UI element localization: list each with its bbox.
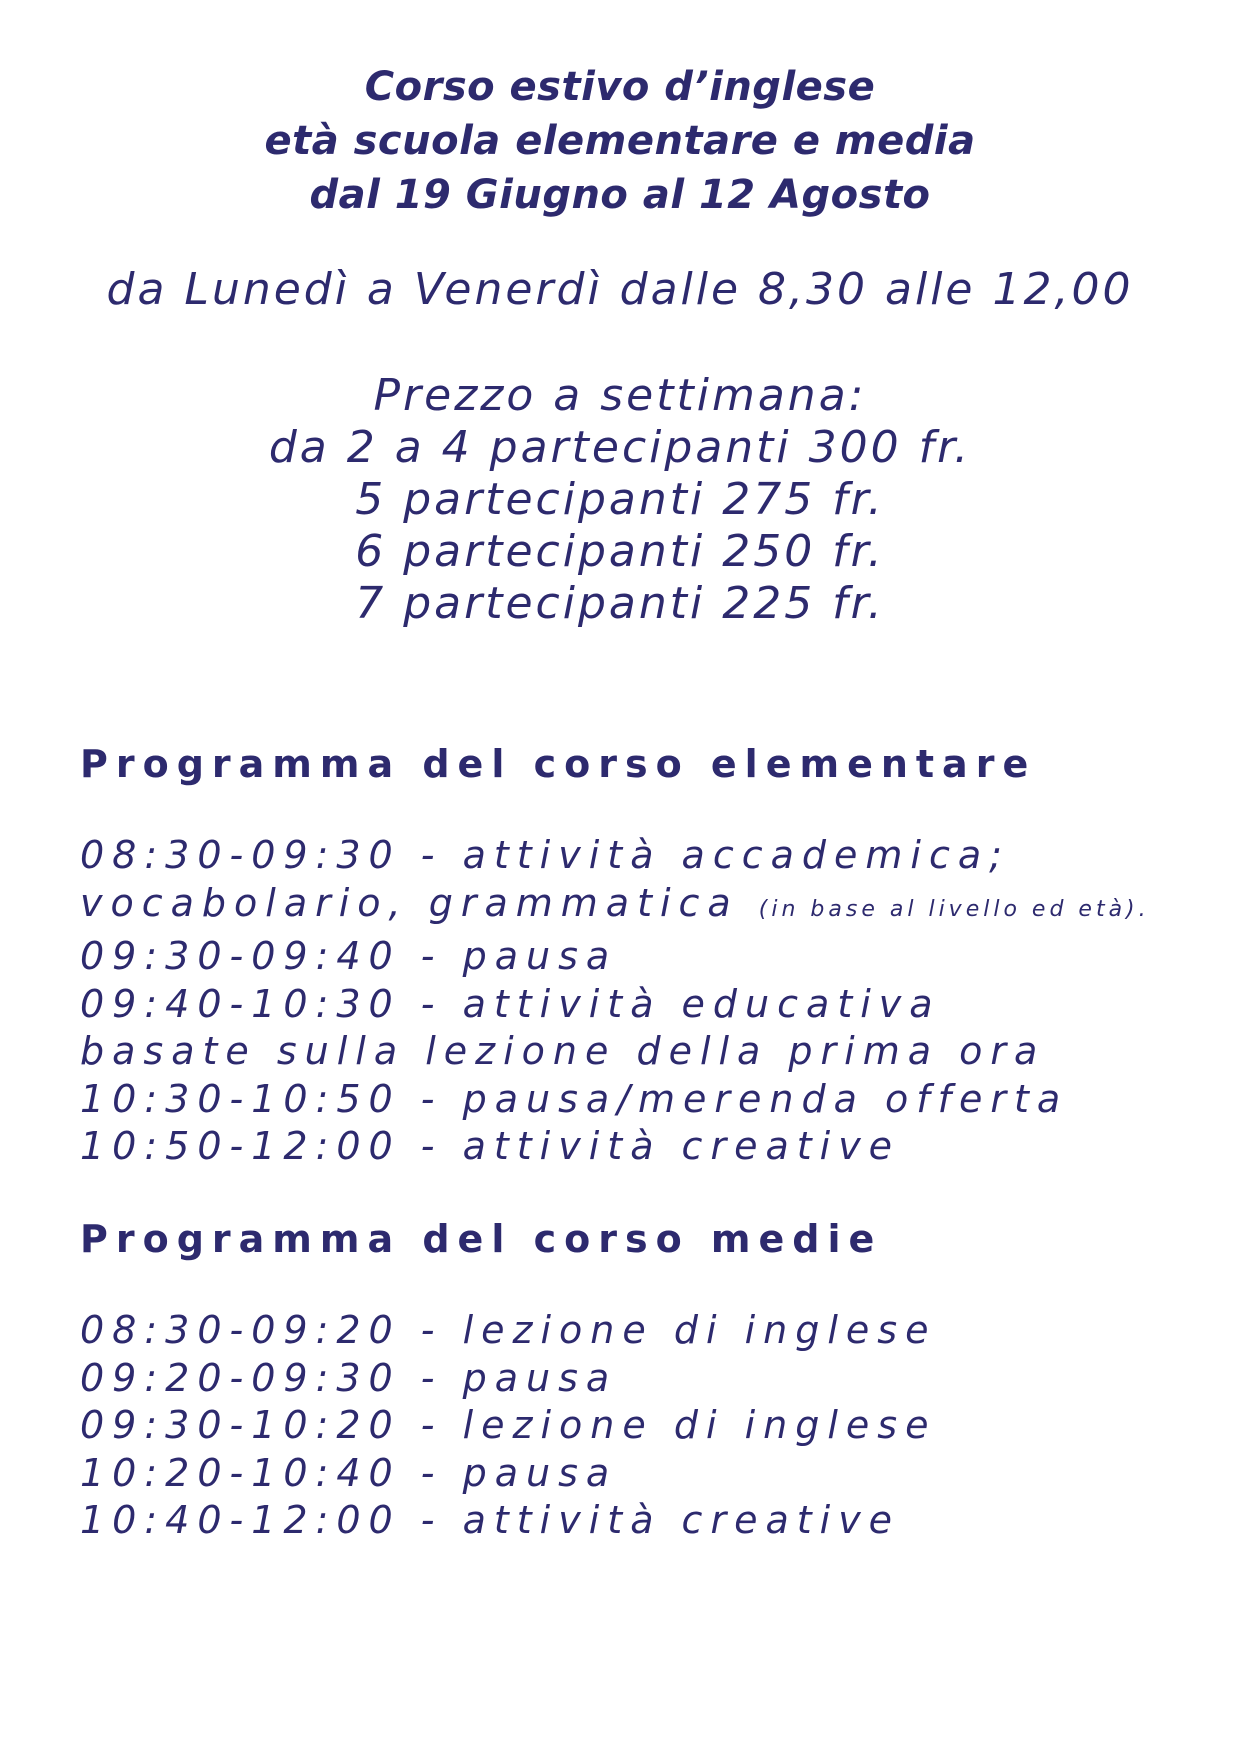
course-age-range: età scuola elementare e media: [264, 118, 976, 164]
program-elementare-title: Programma del corso elementare: [80, 742, 1037, 786]
program-row: 10:50-12:00 - attività creative: [80, 1124, 901, 1168]
price-item: 7 partecipanti 225 fr.: [355, 578, 885, 629]
course-title: Corso estivo d’inglese: [364, 64, 876, 110]
flyer-header: [0, 60, 1240, 222]
program-row: 09:30-10:20 - lezione di inglese: [80, 1403, 937, 1447]
price-item: da 2 a 4 partecipanti 300 fr.: [268, 422, 972, 473]
program-note: (in base al livello ed età).: [758, 896, 1150, 922]
program-row: 09:20-09:30 - pausa: [80, 1355, 618, 1400]
price-list: [0, 370, 1240, 630]
program-medie-list: [80, 1307, 936, 1545]
program-medie-title: Programma del corso medie: [80, 1217, 883, 1261]
program-row: 09:40-10:30 - attività educativa: [80, 981, 941, 1026]
program-row: 10:40-12:00 - attività creative: [80, 1498, 901, 1542]
program-row: [80, 880, 1150, 934]
program-elementare-list: [80, 832, 1150, 1171]
price-item: 5 partecipanti 275 fr.: [355, 474, 885, 525]
program-row: 08:30-09:30 - attività accademica;: [80, 833, 1010, 877]
program-row: 10:20-10:40 - pausa: [80, 1450, 618, 1495]
course-dates: dal 19 Giugno al 12 Agosto: [309, 172, 931, 218]
program-row-text: vocabolario, grammatica: [80, 880, 739, 925]
program-row: 09:30-09:40 - pausa: [80, 934, 618, 978]
program-row: basate sulla lezione della prima ora: [80, 1029, 1046, 1073]
price-heading: Prezzo a settimana:: [373, 370, 867, 421]
program-row: 08:30-09:20 - lezione di inglese: [80, 1308, 937, 1352]
weekly-schedule: da Lunedì a Venerdì dalle 8,30 alle 12,00: [106, 264, 1134, 315]
program-row: 10:30-10:50 - pausa/merenda offerta: [80, 1076, 1069, 1121]
price-item: 6 partecipanti 250 fr.: [355, 526, 885, 577]
